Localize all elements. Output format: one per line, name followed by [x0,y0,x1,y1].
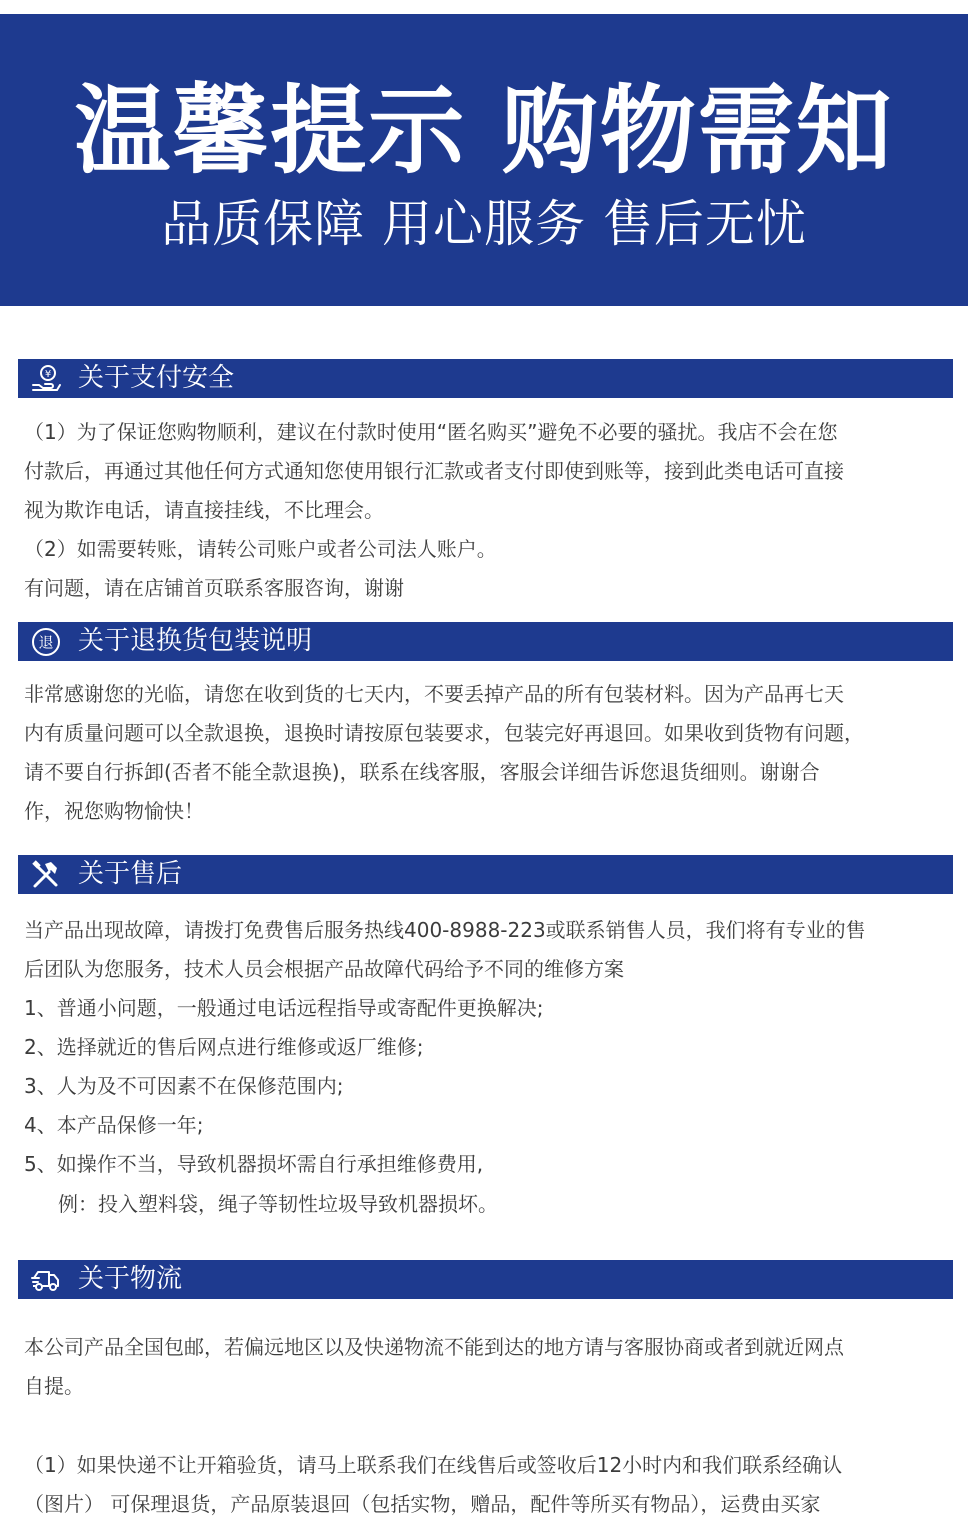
section-title-returns: 关于退换货包装说明 [78,626,313,656]
logistics-line-1: 本公司产品全国包邮，若偏远地区以及快递物流不能到达的地方请与客服协商或者到就近网点 [24,1335,844,1359]
returns-line-1: 非常感谢您的光临，请您在收到货的七天内，不要丢掉产品的所有包装材料。因为产品再七天 [24,682,844,706]
hand-coin-icon [30,363,62,395]
returns-line-2: 内有质量问题可以全款退换，退换时请按原包装要求，包装完好再退回。如果收到货物有问题， [24,721,864,745]
payment-line-4: （2）如需要转账，请转公司账户或者公司法人账户。 [24,537,497,561]
section-header-aftersales [18,855,953,894]
logistics-note-1: （1）如果快递不让开箱验货，请马上联系我们在线售后或签收后12小时内和我们联系经确认 [24,1453,843,1477]
aftersales-item-4: 4、本产品保修一年; [24,1113,204,1137]
return-badge-icon [30,626,62,658]
section-title-logistics: 关于物流 [78,1264,183,1294]
returns-line-4: 作，祝您购物愉快！ [24,799,204,823]
returns-line-3: 请不要自行拆卸(否者不能全款退换)，联系在线客服，客服会详细告诉您退货细则。谢谢合 [24,760,820,784]
section-header-payment [18,359,953,398]
header-banner [0,14,968,306]
banner-subtitle: 品质保障 用心服务 售后无忧 [161,195,807,253]
section-title-aftersales: 关于售后 [78,859,183,889]
aftersales-item-2: 2、选择就近的售后网点进行维修或返厂维修; [24,1035,424,1059]
return-badge-glyph: 退 [38,633,54,652]
logistics-line-2: 自提。 [24,1374,84,1398]
payment-line-1: （1）为了保证您购物顺利，建议在付款时使用“匿名购买”避免不必要的骚扰。我店不会在您 [24,420,838,444]
section-title-payment: 关于支付安全 [78,363,235,393]
aftersales-item-3: 3、人为及不可因素不在保修范围内; [24,1074,344,1098]
delivery-truck-icon [30,1264,62,1296]
aftersales-line-1: 当产品出现故障，请拨打免费售后服务热线400-8988-223或联系销售人员，我们将有专业的售 [24,918,866,942]
svg-text:¥: ¥ [44,369,52,380]
banner-title: 温馨提示 购物需知 [74,75,894,187]
section-header-logistics [18,1260,953,1299]
aftersales-item-1: 1、普通小问题，一般通过电话远程指导或寄配件更换解决; [24,996,544,1020]
payment-line-2: 付款后，再通过其他任何方式通知您使用银行汇款或者支付即使到账等，接到此类电话可直接 [24,459,844,483]
aftersales-example: 例：投入塑料袋，绳子等韧性垃圾导致机器损坏。 [58,1192,498,1216]
section-header-returns [18,622,953,661]
logistics-note-2: （图片） 可保理退货，产品原装退回（包括实物，赠品，配件等所买有物品），运费由买家 [24,1492,821,1516]
payment-line-5: 有问题，请在店铺首页联系客服咨询，谢谢 [24,576,404,600]
aftersales-line-2: 后团队为您服务，技术人员会根据产品故障代码给予不同的维修方案 [24,957,624,981]
tools-icon [30,859,62,891]
aftersales-item-5: 5、如操作不当，导致机器损坏需自行承担维修费用, [24,1152,484,1176]
payment-line-3: 视为欺诈电话，请直接挂线，不比理会。 [24,498,384,522]
